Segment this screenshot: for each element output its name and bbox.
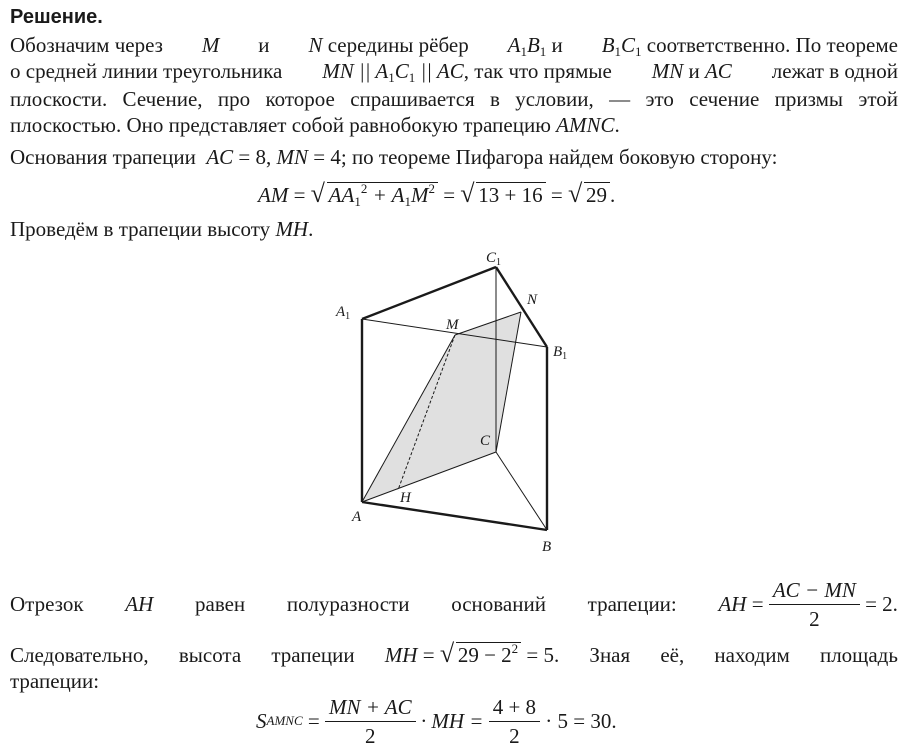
math-MN: MN: [651, 59, 684, 83]
text-fragment: Проведём в трапеции высоту: [10, 217, 271, 241]
equals: =: [545, 183, 568, 207]
numerator: MN + AC: [325, 695, 416, 722]
math-S: S: [256, 709, 267, 733]
sub: 1: [614, 44, 622, 59]
math-B: B: [526, 33, 540, 57]
text-fragment: площадь: [819, 643, 898, 667]
sub: 1: [408, 70, 416, 85]
label-B1: $B_1$: [553, 344, 568, 362]
fraction-2: [489, 695, 540, 748]
math-MH: MH: [384, 643, 418, 667]
math-N: N: [308, 33, 323, 57]
text-fragment: её,: [660, 643, 685, 667]
text-fragment: Отрезок: [10, 592, 84, 616]
math-C: C: [621, 33, 636, 57]
radicand: [456, 642, 521, 667]
denominator: 2: [509, 723, 520, 748]
sub: 1: [520, 44, 527, 59]
sub: 1: [539, 44, 547, 59]
text-fragment: трапеции: [271, 643, 355, 667]
radicand: 13 + 16: [476, 182, 545, 207]
equation-area: S AMNC = $\frac{MN + AC}{2}$ · MH = $\frac{4 + 8}{2}$ · 5 = 30.: [256, 694, 617, 748]
math-AM: AM: [258, 183, 289, 207]
text-fragment: Следовательно,: [10, 643, 149, 667]
sqrt-sign: √: [439, 639, 455, 668]
equals: =: [746, 592, 769, 616]
numerator: 4 + 8: [489, 695, 540, 722]
text-fragment: Зная: [589, 643, 631, 667]
math-expr: || AC: [415, 59, 464, 83]
formula-ah: [718, 578, 897, 631]
text-fragment: высота: [178, 643, 242, 667]
math-A: A: [507, 33, 521, 57]
sqrt: [439, 639, 521, 668]
math-M: M: [410, 183, 429, 207]
text-fragment: равен: [195, 592, 246, 616]
sub: 1: [354, 194, 361, 209]
result: = 2.: [859, 592, 898, 616]
math-AMNC: AMNC: [556, 113, 615, 137]
text-fragment: и: [688, 59, 700, 83]
equals: =: [288, 183, 311, 207]
text-fragment: Основания трапеции: [10, 145, 196, 169]
label-A1: $A_1$: [336, 304, 351, 322]
paragraph-5-line-2: трапеции:: [10, 669, 100, 693]
fraction-1: [325, 695, 416, 748]
sup: 2: [511, 641, 519, 656]
text-fragment: полуразности: [286, 592, 410, 616]
math-C: C: [394, 59, 409, 83]
radicand-text: 29 − 2: [457, 643, 512, 667]
label-C1: $C_1$: [486, 250, 502, 268]
math-AA: AA: [328, 183, 355, 207]
text-fragment: , так что прямые: [463, 59, 612, 83]
text-fragment: о средней линии треугольника: [10, 59, 283, 83]
text-fragment: трапеции:: [587, 592, 677, 616]
paragraph-1-line-3: плоскости. Сечение, про которое спрашивается в условии, — это сечение призмы этой: [10, 87, 898, 111]
sub: 1: [404, 194, 411, 209]
edge-ab: [362, 502, 547, 530]
label-H: H: [400, 490, 411, 506]
label-A: A: [352, 509, 362, 525]
label-C: C: [480, 433, 491, 449]
label-N: N: [527, 292, 538, 308]
period: .: [609, 183, 616, 207]
paragraph-4: [10, 576, 898, 632]
sqrt-sign: √: [460, 179, 475, 208]
text-fragment: находим: [714, 643, 790, 667]
text-fragment: плоскостью. Оно представляет собой равнобокую трапецию: [10, 113, 551, 137]
solution-heading: Решение.: [10, 6, 103, 28]
sub: 1: [388, 70, 395, 85]
math-AH: AH: [125, 592, 154, 616]
text-fragment: = 4; по теореме Пифагора найдем боковую сторону:: [308, 145, 778, 169]
sup: 2: [360, 181, 368, 196]
sqrt-sign: √: [567, 179, 583, 208]
edge-a1c1: [362, 267, 496, 319]
sqrt-sign: √: [310, 179, 325, 208]
denominator: 2: [809, 606, 820, 631]
denominator: 2: [365, 723, 376, 748]
text-fragment: соответственно. По теореме: [646, 33, 898, 57]
math-AC: AC: [704, 59, 732, 83]
result: · 5 = 30.: [540, 709, 617, 733]
math-expr: · MH =: [415, 709, 489, 733]
equals: =: [417, 643, 440, 667]
math-MH: MH: [275, 217, 309, 241]
equals: =: [437, 183, 461, 207]
section-trapezoid: [362, 312, 521, 502]
math-B: B: [601, 33, 615, 57]
edge-cb: [496, 452, 547, 530]
label-B: B: [542, 539, 552, 555]
fraction: [769, 578, 860, 631]
equals: =: [302, 709, 325, 733]
result: = 5.: [521, 643, 560, 667]
text-fragment: оснований: [451, 592, 546, 616]
math-expr: MN || A: [322, 59, 389, 83]
text-fragment: и: [258, 33, 270, 57]
math-M: M: [201, 33, 220, 57]
text-fragment: лежат в одной: [771, 59, 898, 83]
math-expr: + A: [367, 183, 405, 207]
radicand: 29: [584, 182, 610, 207]
math-MN: MN: [276, 145, 309, 169]
text-fragment: .: [308, 217, 314, 241]
text-fragment: .: [614, 113, 620, 137]
numerator: AC − MN: [769, 578, 860, 605]
math-AC: AC: [206, 145, 234, 169]
text-fragment: середины рёбер: [327, 33, 469, 57]
sub: 1: [635, 44, 642, 59]
text-fragment: Обозначим через: [10, 33, 163, 57]
label-M: M: [446, 317, 459, 333]
math-AH: AH: [718, 592, 747, 616]
sup: 2: [428, 181, 435, 196]
text-fragment: и: [551, 33, 563, 57]
paragraph-5-line-1: [10, 639, 898, 668]
formula-mh: [384, 639, 560, 668]
text-fragment: = 8,: [233, 145, 277, 169]
